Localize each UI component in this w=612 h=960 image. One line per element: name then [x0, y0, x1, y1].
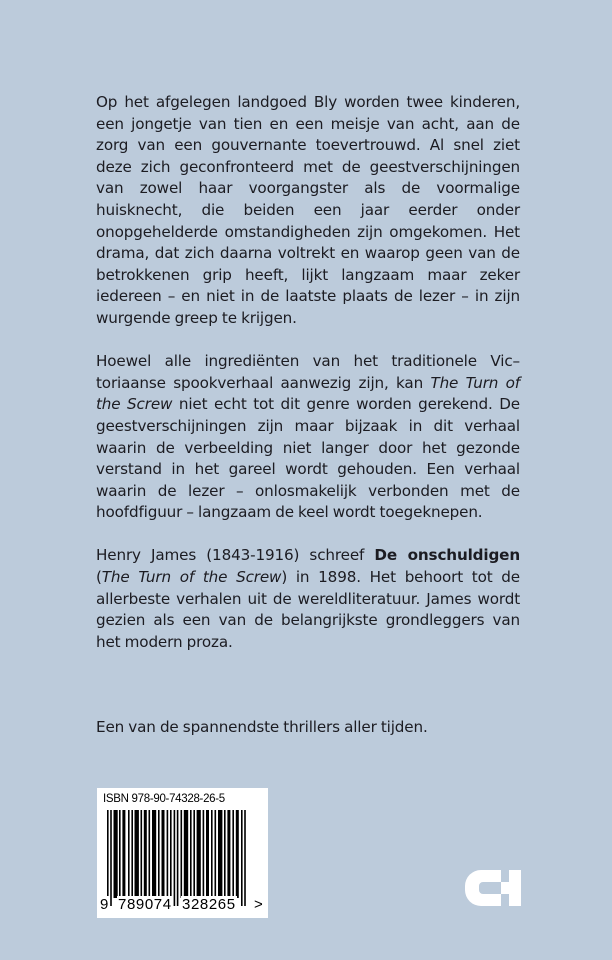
- paragraph-3-text-a: Henry James (1843-1916) schreef: [96, 546, 375, 565]
- book-title-english: The Turn of the Screw: [96, 373, 521, 414]
- paragraph-3-text-b: (: [96, 568, 102, 587]
- book-title-english: The Turn of the Screw: [101, 568, 282, 587]
- blurb-paragraph-1: [96, 92, 520, 330]
- barcode-digits-right: 328265: [182, 896, 236, 913]
- paragraph-2-text-a: Hoewel alle ingrediënten van het traditionele Vic–toriaanse spookverhaal aanwezig zijn, kan: [96, 352, 520, 392]
- blurb-text: [96, 92, 520, 653]
- paragraph-1-text: Op het afgelegen landgoed Bly worden twee kinderen, een jongetje van tien en een meisje van acht, aan de zorg van een gouvernante toevertrouwd. Al snel ziet deze zich geconfronteerd met de geestverschijningen van zowel haar voorgangster als de voormalige huisknecht, die beiden een jaar eerder onder onopgehelderde omstandigheden zijn omgekomen. Het drama, dat zich daarna voltrekt en waarop geen van de betrokkenen grip heeft, lijkt langzaam maar zeker iedereen – en niet in de laatste plaats de lezer – in zijn wurgende greep te krijgen.: [96, 93, 520, 327]
- isbn-barcode: [97, 788, 268, 918]
- barcode-digit-first: 9: [100, 896, 109, 913]
- barcode-digits-left: 789074: [118, 896, 172, 913]
- tagline: Een van de spannendste thrillers aller tijden.: [96, 718, 428, 736]
- paragraph-2-text-b: niet echt tot dit genre worden gerekend. De geestverschijningen zijn maar bijzaak in dit verhaal waarin de verbeelding niet langer door het gezonde verstand in het gareel wordt gehouden. Een verhaal waarin de lezer – onlosmakelijk verbonden met de hoofdfiguur – langzaam de keel wordt toegeknepen.: [96, 395, 520, 522]
- isbn-label: ISBN 978-90-74328-26-5: [103, 793, 225, 805]
- barcode-bars-icon: [107, 810, 247, 906]
- blurb-paragraph-2: [96, 351, 520, 524]
- publisher-ch-logo-icon: [463, 868, 523, 908]
- barcode-digits: [97, 896, 268, 916]
- paragraph-3-text-c: ) in 1898. Het behoort tot de allerbeste verhalen uit de wereldliteratuur. James wordt gezien als een van de belangrijkste grondleggers van het modern proza.: [96, 568, 520, 651]
- blurb-paragraph-3: [96, 545, 520, 653]
- quiet-zone-marker: >: [254, 896, 264, 913]
- book-title-dutch: De onschuldigen: [374, 546, 520, 565]
